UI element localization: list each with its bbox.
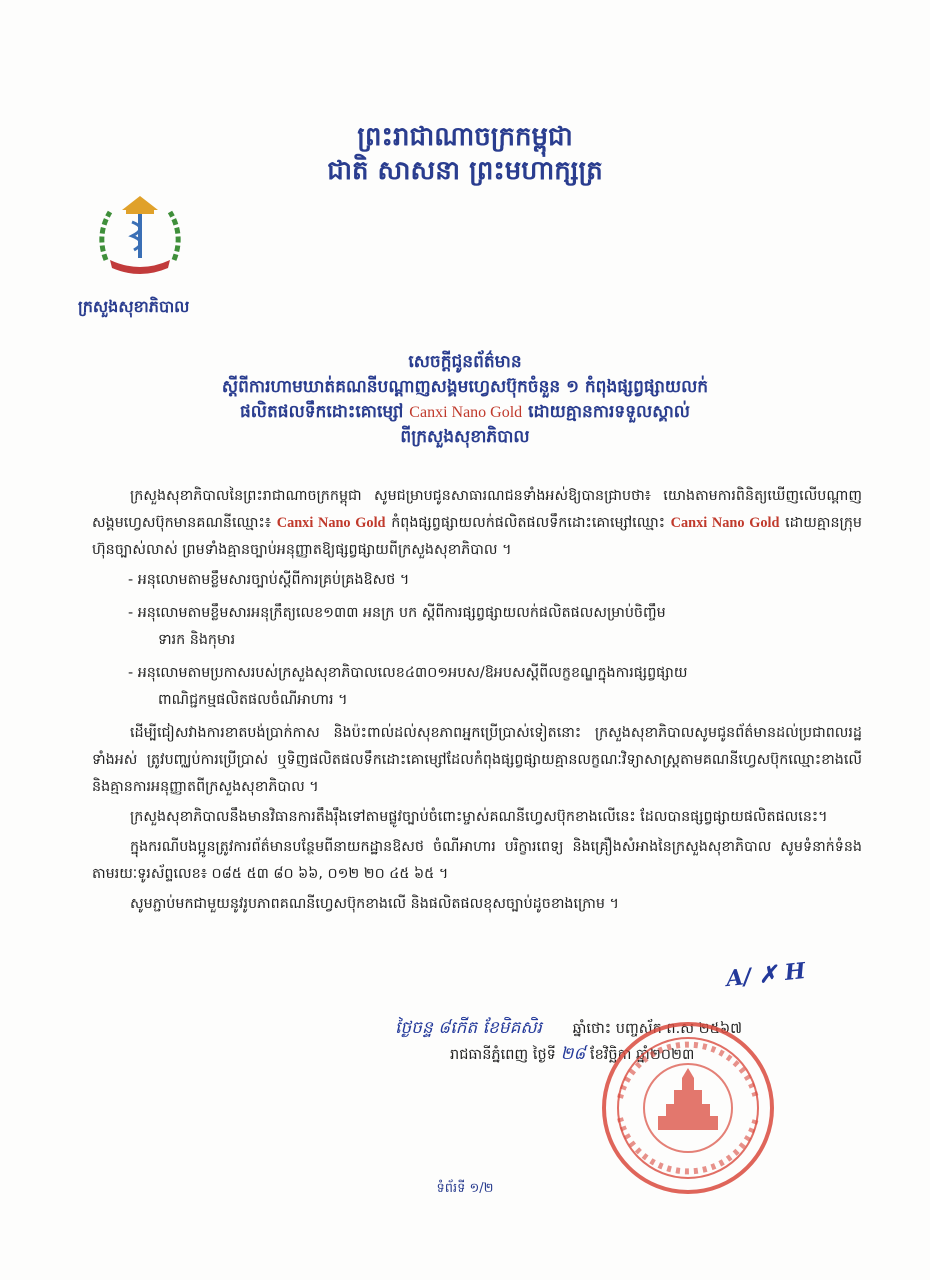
notice-subtitle-2 xyxy=(60,400,870,425)
list-item-text: - អនុលោមតាមខ្លឹមសារច្បាប់ស្ដីពីការគ្រប់គ្រងឱសថ ។ xyxy=(128,572,410,588)
notice-title: សេចក្ដីជូនព័ត៌មាន xyxy=(408,352,522,372)
list-item-continuation: ទារក និងកុមារ xyxy=(158,632,236,648)
list-item xyxy=(92,567,862,594)
paragraph-1-text-a: ក្រសួងសុខាភិបាលនៃព្រះរាជាណាចក្រកម្ពុជា សូមជម្រាបជូនសាធារណជនទាំងអស់ឱ្យបានជ្រាបថា៖ យោងតាមការពិនិត្យឃើញលើបណ្ដាញសង្គមហ្វេសប៊ុកមានគណនីឈ្មោះ៖ xyxy=(92,488,862,531)
brand-name: Canxi Nano Gold xyxy=(276,515,386,531)
notice-body xyxy=(92,483,862,921)
handwritten-initials: A/ ✗ H xyxy=(724,957,807,993)
list-item-text: - អនុលោមតាមខ្លឹមសារអនុក្រឹត្យលេខ១៣៣ អនក្រ បក ស្ដីពីការផ្សព្វផ្សាយលក់ផលិតផលសម្រាប់ចិញ្ចឹម xyxy=(128,605,666,621)
notice-subtitle-2a: ផលិតផលទឹកដោះគោម្សៅ xyxy=(240,402,404,422)
paragraph-3: ក្រសួងសុខាភិបាលនឹងមានវិធានការតឹងរ៉ឹងទៅតាមផ្លូវច្បាប់ចំពោះម្ចាស់គណនីហ្វេសប៊ុកខាងលើនេះ ដែលបានផ្សព្វផ្សាយផលិតផលនេះ។ xyxy=(130,809,828,825)
ministry-logo-icon xyxy=(92,190,188,280)
official-seal-icon xyxy=(598,1018,778,1198)
paragraph-5: សូមភ្ជាប់មកជាមួយនូវរូបភាពគណនីហ្វេសប៊ុកខាងលើ និងផលិតផលខុសច្បាប់ដូចខាងក្រោម ។ xyxy=(130,896,619,912)
paragraph-1 xyxy=(92,483,862,564)
paragraph-1-text-c: ដោយគ្មានក្រុមហ៊ុនច្បាស់លាស់ ព្រមទាំងគ្មានច្បាប់អនុញ្ញាតឱ្យផ្សព្វផ្សាយពីក្រសួងសុខាភិបាល ។ xyxy=(92,515,862,558)
paragraph-2: ដើម្បីជៀសវាងការខាតបង់ប្រាក់កាស និងប៉ះពាល់ដល់សុខភាពអ្នកប្រើប្រាស់ទៀតនោះ ក្រសួងសុខាភិបាលសូមជូនព័ត៌មានដល់ប្រជាពលរដ្ឋទាំងអស់ ត្រូវបញ្ឈប់ការប្រើប្រាស់ ឬទិញផលិតផលទឹកដោះគោម្សៅដែលកំពុងផ្សព្វផ្សាយគ្មានលក្ខណៈវិទ្យាសាស្ត្រតាមគណនីហ្វេសប៊ុកឈ្មោះខាងលើ និងគ្មានការអនុញ្ញាតពីក្រសួងសុខាភិបាល ។ xyxy=(92,725,862,795)
kingdom-title: ព្រះរាជាណាចក្រកម្ពុជា xyxy=(357,122,573,152)
day-handwritten: ២៨ xyxy=(560,1044,586,1064)
ministry-name: ក្រសួងសុខាភិបាល xyxy=(78,297,190,316)
list-item-continuation: ពាណិជ្ជកម្មផលិតផលចំណីអាហារ ។ xyxy=(158,692,348,708)
lunar-year: ឆ្នាំថោះ បញ្ចស័ក ព.ស ២៥៦៧ xyxy=(572,1021,743,1037)
page-number: ទំព័រទី ១/២ xyxy=(436,1181,494,1196)
lunar-date-handwritten: ថ្ងៃចន្ទ ៨កើត ខែមិគសិរ xyxy=(395,1018,542,1038)
notice-heading xyxy=(60,350,870,450)
notice-subtitle-2b: ដោយគ្មានការទទួលស្គាល់ xyxy=(528,402,690,422)
kingdom-header xyxy=(0,120,930,188)
notice-subtitle-3: ពីក្រសួងសុខាភិបាល xyxy=(400,427,530,447)
brand-name: Canxi Nano Gold xyxy=(409,404,523,421)
kingdom-motto: ជាតិ សាសនា ព្រះមហាក្សត្រ xyxy=(327,156,603,186)
list-item-text: - អនុលោមតាមប្រកាសរបស់ក្រសួងសុខាភិបាលលេខ៤៣០១អបស/ឱអបសស្ដីពីលក្ខខណ្ឌក្នុងការផ្សព្វផ្សាយ xyxy=(128,665,688,681)
list-item xyxy=(92,660,862,714)
list-item xyxy=(92,600,862,654)
paragraph-1-text-b: កំពុងផ្សព្វផ្សាយលក់ផលិតផលទឹកដោះគោម្សៅឈ្មោះ xyxy=(391,515,665,531)
notice-subtitle-1: ស្ដីពីការហាមឃាត់គណនីបណ្ដាញសង្គមហ្វេសប៊ុកចំនួន ១ កំពុងផ្សព្វផ្សាយលក់ xyxy=(221,377,709,397)
place-day-label: រាជធានីភ្នំពេញ ថ្ងៃទី xyxy=(450,1047,556,1063)
month-year: ខែវិច្ឆិកា ឆ្នាំ២០២៣ xyxy=(589,1047,695,1063)
paragraph-4: ក្នុងករណីបងប្អូនត្រូវការព័ត៌មានបន្ថែមពីនាយកដ្ឋានឱសថ ចំណីអាហារ បរិក្ខារពេទ្យ និងគ្រឿងសំអាងនៃក្រសួងសុខាភិបាល សូមទំនាក់ទំនងតាមរយៈទូរស័ព្ទលេខ៖ ០៨៥ ៥៣ ៨០ ៦៦, ០១២ ២០ ៤៥ ៦៥ ។ xyxy=(92,839,862,882)
legal-basis-list xyxy=(92,567,862,714)
brand-name: Canxi Nano Gold xyxy=(670,515,780,531)
